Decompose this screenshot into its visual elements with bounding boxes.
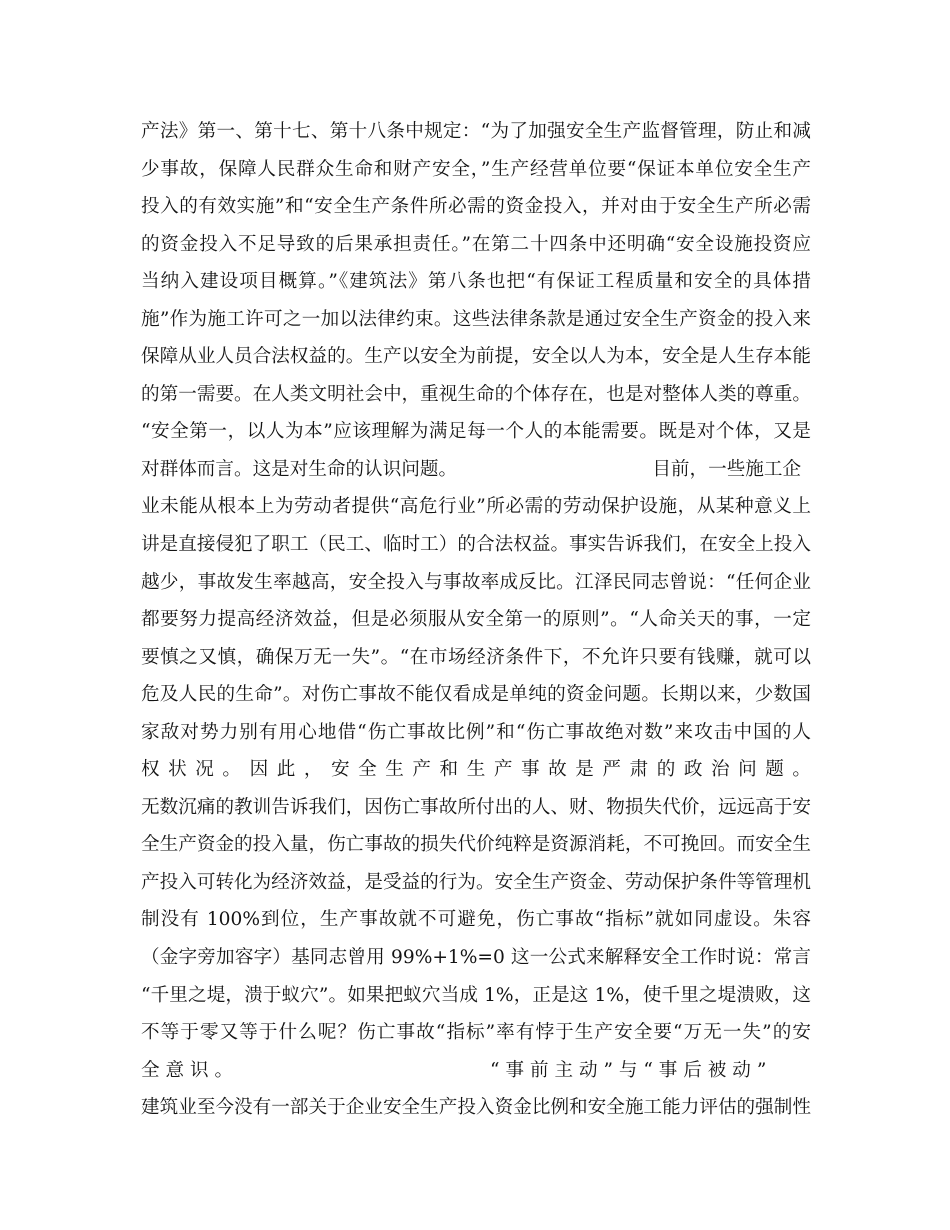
text-line: 产投入可转化为经济效益，是受益的行为。安全生产资金、劳动保护条件等管理机 <box>141 871 811 893</box>
text-line: 施”作为施工许可之一加以法律约束。这些法律条款是通过安全生产资金的投入来 <box>141 308 811 330</box>
text-line: 建筑业至今没有一部关于企业安全生产投入资金比例和安全施工能力评估的强制性 <box>141 1097 811 1119</box>
text-line: 全 意 识 。 “ 事 前 主 动 ” 与 “ 事 后 被 动 ” <box>141 1059 767 1081</box>
text-line: 保障从业人员合法权益的。生产以安全为前提，安全以人为本，安全是人生存本能 <box>141 346 811 368</box>
text-line: “安全第一，以人为本”应该理解为满足每一个人的本能需要。既是对个体，又是 <box>141 421 811 443</box>
text-line: 危及人民的生命”。对伤亡事故不能仅看成是单纯的资金问题。长期以来，少数国 <box>141 684 811 706</box>
text-line: 当纳入建设项目概算。”《建筑法》第八条也把“有保证工程质量和安全的具体措 <box>141 271 811 293</box>
text-line: （金字旁加容字）基同志曾用 99%+1%=0 这一公式来解释安全工作时说：常言 <box>141 947 811 969</box>
text-line: 都要努力提高经济效益，但是必须服从安全第一的原则”。“人命关天的事，一定 <box>141 609 811 631</box>
text-line: 制没有 100%到位，生产事故就不可避免，伤亡事故“指标”就如同虚设。朱容 <box>141 909 811 931</box>
text-line: 少事故，保障人民群众生命和财产安全，”生产经营单位要“保证本单位安全生产 <box>141 158 811 180</box>
text-line: 讲是直接侵犯了职工（民工、临时工）的合法权益。事实告诉我们，在安全上投入 <box>141 534 811 556</box>
text-line: 产法》第一、第十七、第十八条中规定：“为了加强安全生产监督管理，防止和减 <box>141 121 811 142</box>
text-line: 投入的有效实施”和“安全生产条件所必需的资金投入，并对由于安全生产所必需 <box>141 196 811 218</box>
text-line: 业未能从根本上为劳动者提供“高危行业”所必需的劳动保护设施，从某种意义上 <box>141 496 811 518</box>
body-text <box>141 113 811 1127</box>
text-line: 不等于零又等于什么呢？伤亡事故“指标”率有悖于生产安全要“万无一失”的安 <box>141 1022 811 1044</box>
text-line: 要慎之又慎，确保万无一失”。“在市场经济条件下，不允许只要有钱赚，就可以 <box>141 646 811 668</box>
text-line: 的资金投入不足导致的后果承担责任。”在第二十四条中还明确“安全设施投资应 <box>141 233 811 255</box>
text-line: 全生产资金的投入量，伤亡事故的损失代价纯粹是资源消耗，不可挽回。而安全生 <box>141 834 811 856</box>
text-line: 的第一需要。在人类文明社会中，重视生命的个体存在，也是对整体人类的尊重。 <box>141 383 811 405</box>
text-line: 越少，事故发生率越高，安全投入与事故率成反比。江泽民同志曾说：“任何企业 <box>141 571 811 593</box>
text-line: “千里之堤，溃于蚁穴”。如果把蚁穴当成 1%，正是这 1%，使千里之堤溃败，这 <box>141 984 811 1006</box>
text-line: 家敌对势力别有用心地借“伤亡事故比例”和“伤亡事故绝对数”来攻击中国的人 <box>141 721 811 743</box>
text-line: 权 状 况 。 因 此 ， 安 全 生 产 和 生 产 事 故 是 严 肃 的 政 治 问 题 。 <box>141 759 811 781</box>
text-line: 对群体而言。这是对生命的认识问题。 目前，一些施工企 <box>141 458 802 480</box>
text-line: 无数沉痛的教训告诉我们，因伤亡事故所付出的人、财、物损失代价，远远高于安 <box>141 796 811 818</box>
